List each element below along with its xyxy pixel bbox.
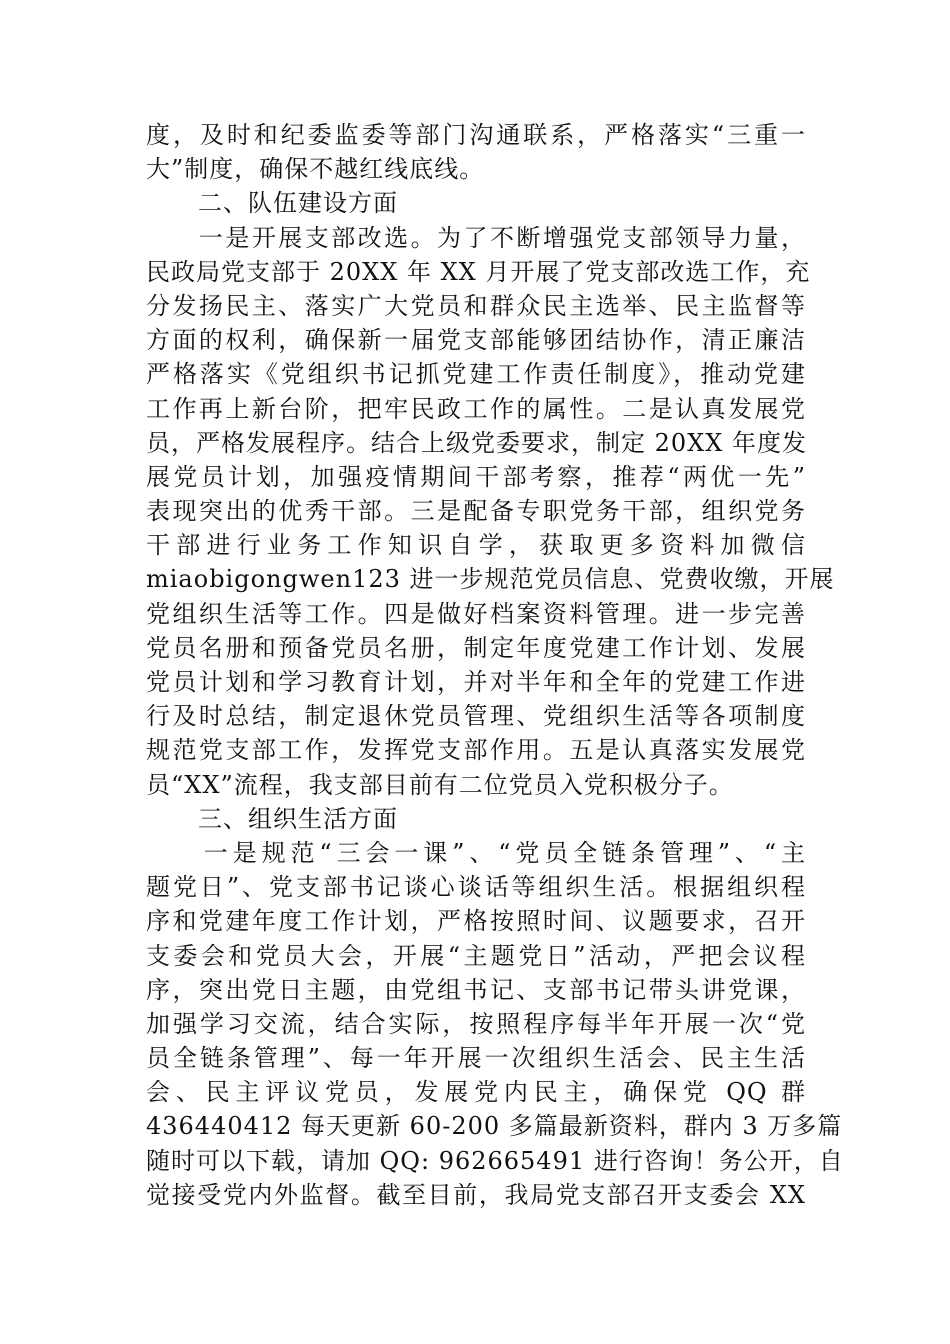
body-text-line: 规范党支部工作，发挥党支部作用。五是认真落实发展党	[146, 736, 806, 765]
body-text-line: 会、民主评议党员，发展党内民主，确保党 QQ 群	[146, 1078, 806, 1107]
body-text-line: 一是开展支部改选。为了不断增强党支部领导力量，	[146, 223, 806, 252]
body-text-line: 加强学习交流，结合实际，按照程序每半年开展一次“党	[146, 1009, 806, 1038]
body-text-line: 436440412 每天更新 60-200 多篇最新资料，群内 3 万多篇	[146, 1112, 843, 1141]
body-text-line: 觉接受党内外监督。截至目前，我局党支部召开支委会 XX	[146, 1180, 806, 1209]
body-text-line: 工作再上新台阶，把牢民政工作的属性。二是认真发展党	[146, 394, 806, 423]
body-text-line: 序，突出党日主题，由党组书记、支部书记带头讲党课，	[146, 975, 806, 1004]
body-text-line: 员全链条管理”、每一年开展一次组织生活会、民主生活	[146, 1044, 806, 1073]
body-text-line: 员，严格发展程序。结合上级党委要求，制定 20XX 年度发	[146, 428, 807, 457]
body-text-line: 员“XX”流程，我支部目前有二位党员入党积极分子。	[146, 770, 734, 799]
body-text-line: 严格落实《党组织书记抓党建工作责任制度》，推动党建	[146, 360, 806, 389]
body-text-line: 分发扬民主、落实广大党员和群众民主选举、民主监督等	[146, 291, 806, 320]
section-heading: 二、队伍建设方面	[198, 189, 398, 218]
body-text-line: 度，及时和纪委监委等部门沟通联系，严格落实“三重一	[146, 121, 806, 149]
body-text-line: 大”制度，确保不越红线底线。	[146, 155, 485, 184]
body-text-line: 干部进行业务工作知识自学，获取更多资料加微信	[146, 531, 806, 560]
body-text-line: 展党员计划，加强疫情期间干部考察，推荐“两优一先”	[146, 462, 806, 491]
body-text-line: 党员名册和预备党员名册，制定年度党建工作计划、发展	[146, 633, 806, 662]
document-page	[146, 118, 844, 1212]
section-heading: 三、组织生活方面	[198, 804, 398, 833]
body-text-line: 行及时总结，制定退休党员管理、党组织生活等各项制度	[146, 702, 806, 731]
body-text-line: 支委会和党员大会，开展“主题党日”活动，严把会议程	[146, 941, 806, 970]
body-text-line: 表现突出的优秀干部。三是配备专职党务干部，组织党务	[146, 497, 806, 526]
body-text-line: miaobigongwen123 进一步规范党员信息、党费收缴，开展	[146, 565, 835, 594]
body-text-line: 随时可以下载，请加 QQ: 962665491 进行咨询！务公开，自	[146, 1146, 844, 1175]
body-text-line: 一是规范“三会一课”、“党员全链条管理”、“主	[146, 838, 806, 867]
body-text-line: 民政局党支部于 20XX 年 XX 月开展了党支部改选工作，充	[146, 257, 811, 286]
body-text-line: 序和党建年度工作计划，严格按照时间、议题要求，召开	[146, 907, 806, 936]
body-text-line: 题党日”、党支部书记谈心谈话等组织生活。根据组织程	[146, 873, 806, 902]
body-text-line: 党组织生活等工作。四是做好档案资料管理。进一步完善	[146, 599, 806, 628]
body-text-line: 党员计划和学习教育计划，并对半年和全年的党建工作进	[146, 668, 806, 696]
body-text-line: 方面的权利，确保新一届党支部能够团结协作，清正廉洁	[146, 326, 806, 355]
